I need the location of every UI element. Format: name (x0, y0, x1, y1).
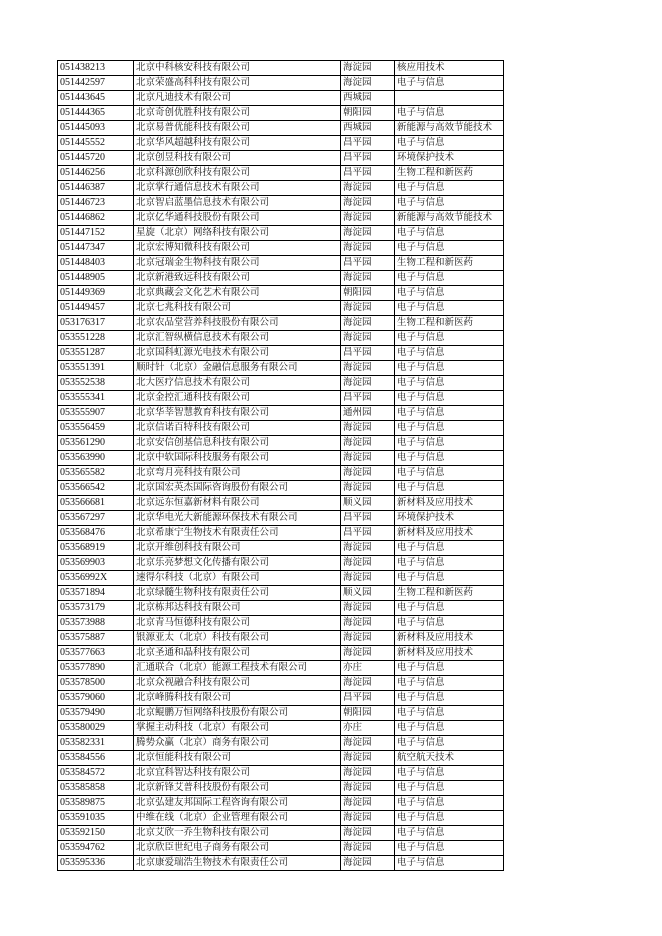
table-row (58, 511, 504, 526)
table-row (58, 166, 504, 181)
park-cell[interactable]: 昌平园 (341, 511, 395, 526)
table-row (58, 151, 504, 166)
company-code-cell[interactable]: 053556459 (58, 421, 134, 436)
tech-field-cell[interactable]: 生物工程和新医药 (395, 166, 504, 181)
park-cell[interactable]: 海淀园 (341, 826, 395, 841)
company-code-cell[interactable]: 053595336 (58, 856, 134, 871)
company-code-cell[interactable]: 051445552 (58, 136, 134, 151)
park-cell[interactable]: 海淀园 (341, 181, 395, 196)
table-row (58, 76, 504, 91)
company-name-cell[interactable]: 北京典藏会文化艺术有限公司 (134, 286, 341, 301)
company-name-cell[interactable]: 北京鲲鹏万恒网络科技股份有限公司 (134, 706, 341, 721)
company-name-cell[interactable]: 北京荣盛高科科技有限公司 (134, 76, 341, 91)
company-code-cell[interactable]: 053575887 (58, 631, 134, 646)
park-cell[interactable]: 海淀园 (341, 781, 395, 796)
table-row (58, 556, 504, 571)
company-code-cell[interactable]: 051449369 (58, 286, 134, 301)
tech-field-cell[interactable]: 环境保护技术 (395, 151, 504, 166)
company-name-cell[interactable]: 顺时针（北京）金融信息服务有限公司 (134, 361, 341, 376)
park-cell[interactable]: 昌平园 (341, 691, 395, 706)
company-name-cell[interactable]: 北京金控汇通科技有限公司 (134, 391, 341, 406)
company-code-cell[interactable]: 051449457 (58, 301, 134, 316)
company-code-cell[interactable]: 053594762 (58, 841, 134, 856)
table-row (58, 601, 504, 616)
park-cell[interactable]: 海淀园 (341, 76, 395, 91)
table-row (58, 766, 504, 781)
park-cell[interactable]: 昌平园 (341, 151, 395, 166)
company-code-cell[interactable]: 053584572 (58, 766, 134, 781)
table-row (58, 121, 504, 136)
company-code-cell[interactable]: 051438213 (58, 61, 134, 76)
company-name-cell[interactable]: 北京华莘智慧教育科技有限公司 (134, 406, 341, 421)
table-row (58, 736, 504, 751)
tech-field-cell[interactable]: 电子与信息 (395, 376, 504, 391)
park-cell[interactable]: 海淀园 (341, 796, 395, 811)
table-row (58, 301, 504, 316)
tech-field-cell[interactable]: 电子与信息 (395, 736, 504, 751)
park-cell[interactable]: 海淀园 (341, 631, 395, 646)
tech-field-cell[interactable]: 生物工程和新医药 (395, 316, 504, 331)
company-name-cell[interactable]: 北京新锋艾普科技股份有限公司 (134, 781, 341, 796)
company-code-cell[interactable]: 053566542 (58, 481, 134, 496)
park-cell[interactable]: 昌平园 (341, 391, 395, 406)
company-code-cell[interactable]: 053577890 (58, 661, 134, 676)
company-code-cell[interactable]: 053568476 (58, 526, 134, 541)
park-cell[interactable]: 海淀园 (341, 241, 395, 256)
company-name-cell[interactable]: 北京康爱瑞浩生物技术有限责任公司 (134, 856, 341, 871)
tech-field-cell[interactable]: 电子与信息 (395, 301, 504, 316)
tech-field-cell[interactable]: 电子与信息 (395, 841, 504, 856)
company-code-cell[interactable]: 053551391 (58, 361, 134, 376)
tech-field-cell[interactable]: 电子与信息 (395, 436, 504, 451)
company-name-cell[interactable]: 北京农品堂营养科技股份有限公司 (134, 316, 341, 331)
park-cell[interactable]: 海淀园 (341, 421, 395, 436)
company-name-cell[interactable]: 北大医疗信息技术有限公司 (134, 376, 341, 391)
tech-field-cell[interactable]: 生物工程和新医药 (395, 586, 504, 601)
park-cell[interactable]: 亦庄 (341, 721, 395, 736)
table-row (58, 406, 504, 421)
table-row (58, 841, 504, 856)
company-name-cell[interactable]: 北京七兆科技有限公司 (134, 301, 341, 316)
tech-field-cell[interactable]: 新能源与高效节能技术 (395, 121, 504, 136)
company-code-cell[interactable]: 051446723 (58, 196, 134, 211)
park-cell[interactable]: 昌平园 (341, 526, 395, 541)
table-row (58, 436, 504, 451)
table-row (58, 181, 504, 196)
tech-field-cell[interactable]: 电子与信息 (395, 451, 504, 466)
tech-field-cell[interactable]: 电子与信息 (395, 601, 504, 616)
company-name-cell[interactable]: 北京欣臣世纪电子商务有限公司 (134, 841, 341, 856)
table-row (58, 466, 504, 481)
company-code-cell[interactable]: 051448403 (58, 256, 134, 271)
park-cell[interactable]: 海淀园 (341, 316, 395, 331)
park-cell[interactable]: 昌平园 (341, 346, 395, 361)
park-cell[interactable]: 海淀园 (341, 466, 395, 481)
tech-field-cell[interactable]: 电子与信息 (395, 196, 504, 211)
company-name-cell[interactable]: 汇通联合（北京）能源工程技术有限公司 (134, 661, 341, 676)
park-cell[interactable]: 昌平园 (341, 166, 395, 181)
company-code-cell[interactable]: 051445093 (58, 121, 134, 136)
tech-field-cell[interactable]: 电子与信息 (395, 856, 504, 871)
table-row (58, 226, 504, 241)
company-code-cell[interactable]: 053555907 (58, 406, 134, 421)
company-code-cell[interactable]: 053573179 (58, 601, 134, 616)
table-row (58, 826, 504, 841)
park-cell[interactable]: 海淀园 (341, 736, 395, 751)
company-code-cell[interactable]: 053573988 (58, 616, 134, 631)
table-row (58, 91, 504, 106)
tech-field-cell[interactable]: 电子与信息 (395, 241, 504, 256)
company-code-cell[interactable]: 053569903 (58, 556, 134, 571)
company-name-cell[interactable]: 北京恒能科技有限公司 (134, 751, 341, 766)
company-name-cell[interactable]: 北京希康宁生物技术有限责任公司 (134, 526, 341, 541)
park-cell[interactable]: 海淀园 (341, 571, 395, 586)
tech-field-cell[interactable]: 电子与信息 (395, 691, 504, 706)
tech-field-cell[interactable]: 电子与信息 (395, 796, 504, 811)
tech-field-cell[interactable]: 电子与信息 (395, 76, 504, 91)
table-row (58, 571, 504, 586)
park-cell[interactable]: 海淀园 (341, 841, 395, 856)
park-cell[interactable]: 海淀园 (341, 331, 395, 346)
table-row (58, 751, 504, 766)
park-cell[interactable]: 西城园 (341, 91, 395, 106)
tech-field-cell[interactable]: 新能源与高效节能技术 (395, 211, 504, 226)
company-code-cell[interactable]: 053566681 (58, 496, 134, 511)
company-name-cell[interactable]: 北京开维创科技有限公司 (134, 541, 341, 556)
company-name-cell[interactable]: 银源亚太（北京）科技有限公司 (134, 631, 341, 646)
park-cell[interactable]: 海淀园 (341, 556, 395, 571)
tech-field-cell[interactable]: 电子与信息 (395, 106, 504, 121)
company-name-cell[interactable]: 北京中科核安科技有限公司 (134, 61, 341, 76)
park-cell[interactable]: 昌平园 (341, 136, 395, 151)
company-code-cell[interactable]: 053551287 (58, 346, 134, 361)
company-code-cell[interactable]: 053580029 (58, 721, 134, 736)
tech-field-cell[interactable]: 电子与信息 (395, 826, 504, 841)
company-name-cell[interactable]: 北京圣通和晶科技有限公司 (134, 646, 341, 661)
company-code-cell[interactable]: 051445720 (58, 151, 134, 166)
company-name-cell[interactable]: 速得尔科技（北京）有限公司 (134, 571, 341, 586)
table-row (58, 706, 504, 721)
park-cell[interactable]: 通州园 (341, 406, 395, 421)
park-cell[interactable]: 朝阳园 (341, 286, 395, 301)
company-name-cell[interactable]: 北京凡迪技术有限公司 (134, 91, 341, 106)
park-cell[interactable]: 海淀园 (341, 616, 395, 631)
tech-field-cell[interactable] (395, 91, 504, 106)
table-row (58, 526, 504, 541)
tech-field-cell[interactable]: 电子与信息 (395, 331, 504, 346)
company-code-cell[interactable]: 051448905 (58, 271, 134, 286)
company-name-cell[interactable]: 北京奇创优胜科技有限公司 (134, 106, 341, 121)
park-cell[interactable]: 海淀园 (341, 676, 395, 691)
company-name-cell[interactable]: 北京新港致远科技有限公司 (134, 271, 341, 286)
company-name-cell[interactable]: 北京绿髓生物科技有限责任公司 (134, 586, 341, 601)
company-code-cell[interactable]: 053584556 (58, 751, 134, 766)
park-cell[interactable]: 海淀园 (341, 451, 395, 466)
table-row (58, 616, 504, 631)
company-name-cell[interactable]: 掌握主动科技（北京）有限公司 (134, 721, 341, 736)
company-name-cell[interactable]: 北京信诺百特科技有限公司 (134, 421, 341, 436)
table-row (58, 691, 504, 706)
table-row (58, 781, 504, 796)
table-row (58, 286, 504, 301)
park-cell[interactable]: 海淀园 (341, 211, 395, 226)
company-table (57, 60, 504, 871)
table-row (58, 361, 504, 376)
tech-field-cell[interactable]: 电子与信息 (395, 181, 504, 196)
table-row (58, 796, 504, 811)
park-cell[interactable]: 海淀园 (341, 361, 395, 376)
company-name-cell[interactable]: 北京中软国际科技服务有限公司 (134, 451, 341, 466)
company-code-cell[interactable]: 053561290 (58, 436, 134, 451)
company-code-cell[interactable]: 053551228 (58, 331, 134, 346)
table-row (58, 391, 504, 406)
company-code-cell[interactable]: 051444365 (58, 106, 134, 121)
tech-field-cell[interactable]: 电子与信息 (395, 466, 504, 481)
company-code-cell[interactable]: 051446256 (58, 166, 134, 181)
table-body (58, 61, 504, 871)
tech-field-cell[interactable]: 电子与信息 (395, 706, 504, 721)
table-row (58, 676, 504, 691)
company-code-cell[interactable]: 053568919 (58, 541, 134, 556)
tech-field-cell[interactable]: 新材料及应用技术 (395, 526, 504, 541)
tech-field-cell[interactable]: 核应用技术 (395, 61, 504, 76)
tech-field-cell[interactable]: 电子与信息 (395, 616, 504, 631)
table-row (58, 376, 504, 391)
park-cell[interactable]: 朝阳园 (341, 706, 395, 721)
park-cell[interactable]: 海淀园 (341, 811, 395, 826)
table-row (58, 106, 504, 121)
table-row (58, 196, 504, 211)
table-row (58, 646, 504, 661)
tech-field-cell[interactable]: 电子与信息 (395, 676, 504, 691)
company-name-cell[interactable]: 北京智启蓝墨信息技术有限公司 (134, 196, 341, 211)
park-cell[interactable]: 海淀园 (341, 271, 395, 286)
tech-field-cell[interactable]: 电子与信息 (395, 391, 504, 406)
company-name-cell[interactable]: 北京峰腾科技有限公司 (134, 691, 341, 706)
company-name-cell[interactable]: 北京弘建友邦国际工程咨询有限公司 (134, 796, 341, 811)
tech-field-cell[interactable]: 航空航天技术 (395, 751, 504, 766)
company-name-cell[interactable]: 北京宜科智达科技有限公司 (134, 766, 341, 781)
tech-field-cell[interactable]: 电子与信息 (395, 271, 504, 286)
park-cell[interactable]: 昌平园 (341, 256, 395, 271)
company-name-cell[interactable]: 北京众视融合科技有限公司 (134, 676, 341, 691)
company-code-cell[interactable]: 053555341 (58, 391, 134, 406)
tech-field-cell[interactable]: 电子与信息 (395, 661, 504, 676)
company-name-cell[interactable]: 腾势众赢（北京）商务有限公司 (134, 736, 341, 751)
company-name-cell[interactable]: 北京科源创欣科技有限公司 (134, 166, 341, 181)
table-row (58, 496, 504, 511)
company-code-cell[interactable]: 053579490 (58, 706, 134, 721)
company-code-cell[interactable]: 053565582 (58, 466, 134, 481)
tech-field-cell[interactable]: 电子与信息 (395, 226, 504, 241)
tech-field-cell[interactable]: 电子与信息 (395, 571, 504, 586)
company-code-cell[interactable]: 053552538 (58, 376, 134, 391)
company-name-cell[interactable]: 北京安信创基信息科技有限公司 (134, 436, 341, 451)
company-name-cell[interactable]: 北京栋邦达科技有限公司 (134, 601, 341, 616)
table-row (58, 721, 504, 736)
table-row (58, 661, 504, 676)
park-cell[interactable]: 亦庄 (341, 661, 395, 676)
table-row (58, 586, 504, 601)
tech-field-cell[interactable]: 电子与信息 (395, 481, 504, 496)
tech-field-cell[interactable]: 新材料及应用技术 (395, 646, 504, 661)
park-cell[interactable]: 顺义园 (341, 496, 395, 511)
company-code-cell[interactable]: 051446862 (58, 211, 134, 226)
park-cell[interactable]: 海淀园 (341, 856, 395, 871)
table-row (58, 241, 504, 256)
table-row (58, 856, 504, 871)
tech-field-cell[interactable]: 环境保护技术 (395, 511, 504, 526)
company-code-cell[interactable]: 053582331 (58, 736, 134, 751)
company-name-cell[interactable]: 北京华电光大新能源环保技术有限公司 (134, 511, 341, 526)
company-code-cell[interactable]: 053592150 (58, 826, 134, 841)
tech-field-cell[interactable]: 电子与信息 (395, 781, 504, 796)
company-code-cell[interactable]: 053589875 (58, 796, 134, 811)
park-cell[interactable]: 海淀园 (341, 196, 395, 211)
tech-field-cell[interactable]: 电子与信息 (395, 721, 504, 736)
park-cell[interactable]: 海淀园 (341, 226, 395, 241)
company-name-cell[interactable]: 北京创昱科技有限公司 (134, 151, 341, 166)
tech-field-cell[interactable]: 电子与信息 (395, 421, 504, 436)
company-name-cell[interactable]: 中维在线（北京）企业管理有限公司 (134, 811, 341, 826)
company-code-cell[interactable]: 051447152 (58, 226, 134, 241)
company-code-cell[interactable]: 053579060 (58, 691, 134, 706)
company-name-cell[interactable]: 北京乐亮梦想文化传播有限公司 (134, 556, 341, 571)
tech-field-cell[interactable]: 电子与信息 (395, 541, 504, 556)
company-code-cell[interactable]: 053567297 (58, 511, 134, 526)
park-cell[interactable]: 海淀园 (341, 751, 395, 766)
company-code-cell[interactable]: 053585858 (58, 781, 134, 796)
table-row (58, 61, 504, 76)
company-code-cell[interactable]: 051446387 (58, 181, 134, 196)
table-row (58, 331, 504, 346)
table-row (58, 136, 504, 151)
table-row (58, 811, 504, 826)
company-name-cell[interactable]: 北京冠瑞金生物科技有限公司 (134, 256, 341, 271)
table-row (58, 316, 504, 331)
company-name-cell[interactable]: 北京国科虹源光电技术有限公司 (134, 346, 341, 361)
park-cell[interactable]: 海淀园 (341, 301, 395, 316)
company-name-cell[interactable]: 北京汇智纵横信息技术有限公司 (134, 331, 341, 346)
company-name-cell[interactable]: 北京青马恒德科技有限公司 (134, 616, 341, 631)
company-code-cell[interactable]: 05356992X (58, 571, 134, 586)
table-row (58, 481, 504, 496)
park-cell[interactable]: 海淀园 (341, 436, 395, 451)
company-name-cell[interactable]: 北京国宏英杰国际咨询股份有限公司 (134, 481, 341, 496)
table-row (58, 256, 504, 271)
tech-field-cell[interactable]: 新材料及应用技术 (395, 631, 504, 646)
park-cell[interactable]: 海淀园 (341, 376, 395, 391)
table-row (58, 631, 504, 646)
tech-field-cell[interactable]: 生物工程和新医药 (395, 256, 504, 271)
company-name-cell[interactable]: 北京掌行通信息技术有限公司 (134, 181, 341, 196)
company-name-cell[interactable]: 北京艾欣一乔生物科技有限公司 (134, 826, 341, 841)
tech-field-cell[interactable]: 电子与信息 (395, 346, 504, 361)
tech-field-cell[interactable]: 新材料及应用技术 (395, 496, 504, 511)
table-row (58, 421, 504, 436)
company-name-cell[interactable]: 星旋（北京）网络科技有限公司 (134, 226, 341, 241)
company-code-cell[interactable]: 051443645 (58, 91, 134, 106)
tech-field-cell[interactable]: 电子与信息 (395, 811, 504, 826)
company-code-cell[interactable]: 051447347 (58, 241, 134, 256)
table-row (58, 271, 504, 286)
tech-field-cell[interactable]: 电子与信息 (395, 406, 504, 421)
company-code-cell[interactable]: 053578500 (58, 676, 134, 691)
company-code-cell[interactable]: 053577663 (58, 646, 134, 661)
company-code-cell[interactable]: 053176317 (58, 316, 134, 331)
table-row (58, 211, 504, 226)
company-name-cell[interactable]: 北京易普优能科技有限公司 (134, 121, 341, 136)
park-cell[interactable]: 海淀园 (341, 481, 395, 496)
tech-field-cell[interactable]: 电子与信息 (395, 556, 504, 571)
company-name-cell[interactable]: 北京远东恒嘉新材料有限公司 (134, 496, 341, 511)
park-cell[interactable]: 海淀园 (341, 541, 395, 556)
company-code-cell[interactable]: 053563990 (58, 451, 134, 466)
park-cell[interactable]: 海淀园 (341, 61, 395, 76)
park-cell[interactable]: 西城园 (341, 121, 395, 136)
tech-field-cell[interactable]: 电子与信息 (395, 766, 504, 781)
park-cell[interactable]: 海淀园 (341, 601, 395, 616)
company-code-cell[interactable]: 051442597 (58, 76, 134, 91)
park-cell[interactable]: 顺义园 (341, 586, 395, 601)
company-name-cell[interactable]: 北京弯月亮科技有限公司 (134, 466, 341, 481)
company-name-cell[interactable]: 北京亿华通科技股份有限公司 (134, 211, 341, 226)
park-cell[interactable]: 朝阳园 (341, 106, 395, 121)
park-cell[interactable]: 海淀园 (341, 766, 395, 781)
park-cell[interactable]: 海淀园 (341, 646, 395, 661)
company-code-cell[interactable]: 053591035 (58, 811, 134, 826)
company-name-cell[interactable]: 北京华风超越科技有限公司 (134, 136, 341, 151)
company-code-cell[interactable]: 053571894 (58, 586, 134, 601)
table-row (58, 451, 504, 466)
tech-field-cell[interactable]: 电子与信息 (395, 136, 504, 151)
tech-field-cell[interactable]: 电子与信息 (395, 361, 504, 376)
tech-field-cell[interactable]: 电子与信息 (395, 286, 504, 301)
table-row (58, 346, 504, 361)
table-row (58, 541, 504, 556)
company-name-cell[interactable]: 北京宏博知微科技有限公司 (134, 241, 341, 256)
